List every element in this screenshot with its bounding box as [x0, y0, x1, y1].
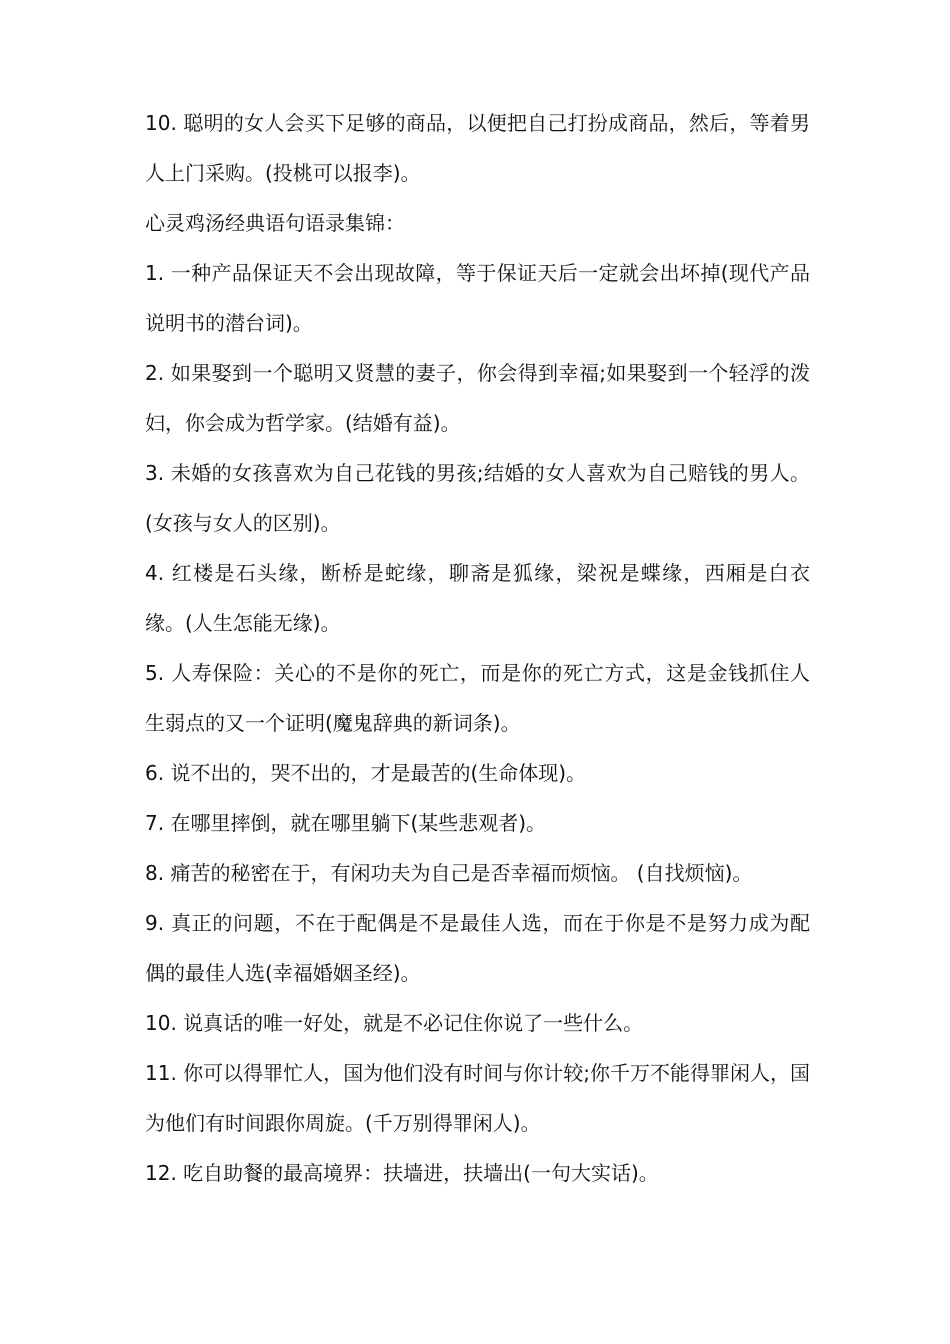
list-item-12: 12. 吃自助餐的最高境界：扶墙进，扶墙出(一句大实话)。 — [145, 1161, 659, 1185]
list-item-6: 6. 说不出的，哭不出的，才是最苦的(生命体现)。 — [145, 761, 587, 785]
list-item-11: 11. 你可以得罪忙人，国为他们没有时间与你计较;你千万不能得罪闲人，国为他们有时间跟你周旋。(千万别得罪闲人)。 — [145, 1061, 810, 1135]
section-heading: 心灵鸡汤经典语句语录集锦： — [145, 211, 405, 235]
list-item-8: 8. 痛苦的秘密在于，有闲功夫为自己是否幸福而烦恼。 (自找烦恼)。 — [145, 861, 753, 885]
list-item-7: 7. 在哪里摔倒，就在哪里躺下(某些悲观者)。 — [145, 811, 547, 835]
paragraph-item-10-intro: 10. 聪明的女人会买下足够的商品，以便把自己打扮成商品，然后，等着男人上门采购。(投桃可以报李)。 — [145, 111, 810, 185]
list-item-4: 4. 红楼是石头缘，断桥是蛇缘，聊斋是狐缘，梁祝是蝶缘，西厢是白衣缘。(人生怎能无缘)。 — [145, 561, 810, 635]
document-body — [145, 98, 810, 1198]
list-item-10: 10. 说真话的唯一好处，就是不必记住你说了一些什么。 — [145, 1011, 644, 1035]
list-item-9: 9. 真正的问题，不在于配偶是不是最佳人选，而在于你是不是努力成为配偶的最佳人选(幸福婚姻圣经)。 — [145, 911, 810, 985]
list-item-5: 5. 人寿保险：关心的不是你的死亡，而是你的死亡方式，这是金钱抓住人生弱点的又一个证明(魔鬼辞典的新词条)。 — [145, 661, 810, 735]
list-item-1: 1. 一种产品保证天不会出现故障，等于保证天后一定就会出坏掉(现代产品说明书的潜台词)。 — [145, 261, 810, 335]
list-item-2: 2. 如果娶到一个聪明又贤慧的妻子，你会得到幸福;如果娶到一个轻浮的泼妇，你会成为哲学家。(结婚有益)。 — [145, 361, 810, 435]
list-item-3: 3. 未婚的女孩喜欢为自己花钱的男孩;结婚的女人喜欢为自己赔钱的男人。(女孩与女人的区别)。 — [145, 461, 810, 535]
